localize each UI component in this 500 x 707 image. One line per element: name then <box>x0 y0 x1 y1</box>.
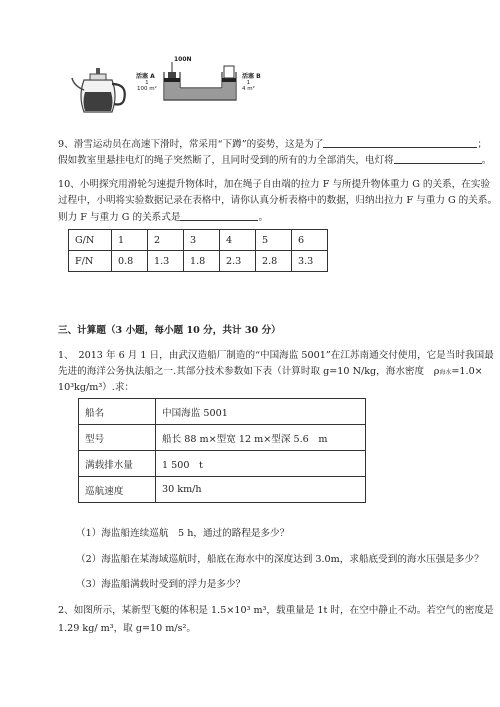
p1-line3: 10³kg/m³）.求： <box>58 382 135 393</box>
table-cell: 4 <box>220 230 256 251</box>
table-row <box>69 230 328 251</box>
p1-sub3: （3）海监船满载时受到的浮力是多少？ <box>76 579 246 590</box>
q9-text1: 9、滑雪运动员在高速下滑时，常采用“下蹲”的姿势，这是为了 <box>58 139 324 150</box>
teapot-image <box>70 62 130 118</box>
table-cell: 1 <box>112 230 148 251</box>
table-cell: 1 500 t <box>156 451 366 477</box>
table-cell: 2 <box>148 230 184 251</box>
q9-line2 <box>58 153 491 167</box>
table-cell: 3 <box>184 230 220 251</box>
area-b-label: 1 4 m² <box>242 80 255 92</box>
q9-line1-end: ； <box>477 139 487 150</box>
q9-line1 <box>58 137 487 151</box>
table-row <box>79 451 366 477</box>
table-cell: 船名 <box>79 399 156 425</box>
table-cell: 型号 <box>79 425 156 451</box>
table-cell: 2.8 <box>256 251 292 272</box>
p1-line2 <box>58 365 483 379</box>
q10-line3 <box>58 210 268 224</box>
p1-line2-end: =1.0× <box>451 366 483 377</box>
p2-line2: 1.29 kg/ m³，取 g=10 m/s²。 <box>58 623 196 634</box>
table-cell: F/N <box>69 251 112 272</box>
p1-table <box>78 398 366 503</box>
table-cell: 1.3 <box>148 251 184 272</box>
q9-text2: 假如教室里悬挂电灯的绳子突然断了，且同时受到的所有的力全部消失，电灯将 <box>58 155 394 166</box>
table-cell: 中国海监 5001 <box>156 399 366 425</box>
piston-b-label: 活塞 B <box>242 73 261 80</box>
p1-rho-subscript: 海水 <box>439 369 452 376</box>
area-a-label: 1 100 m² <box>137 80 157 92</box>
table-cell: 船长 88 m×型宽 12 m×型深 5.6 m <box>156 425 366 451</box>
figure <box>70 58 270 118</box>
p1-line1: 1、 2013 年 6 月 1 日，由武汉造船厂制造的“中国海监 5001”在江苏南通交付使用，它是当时我国最 <box>58 350 494 361</box>
piston-a-label: 活塞 A <box>136 73 155 80</box>
q10-table <box>68 229 328 272</box>
hydraulic-press-diagram <box>132 58 270 118</box>
q10-line1: 10、小明探究用滑轮匀速提升物体时，加在绳子自由端的拉力 F 与所提升物体重力 G 的关系，在实验 <box>58 179 491 190</box>
p1-text2: 先进的海洋公务执法船之一.其部分技术参数如下表（计算时取 g=10 N/kg，海水密度 ρ <box>58 366 440 377</box>
table-cell: 巡航速度 <box>79 477 156 503</box>
p1-sub2: （2）海监船在某海域巡航时，船底在海水中的深度达到 3.0m，求船底受到的海水压强是多少？ <box>76 554 484 565</box>
q9-blank1[interactable] <box>323 137 477 148</box>
q10-text3: 则力 F 与重力 G 的关系式是 <box>58 212 181 223</box>
table-cell: 2.3 <box>220 251 256 272</box>
table-row <box>79 477 366 503</box>
table-cell: 6 <box>292 230 328 251</box>
table-cell: 0.8 <box>112 251 148 272</box>
q9-blank2[interactable] <box>394 153 482 164</box>
p1-sub1: （1）海监船连续巡航 5 h，通过的路程是多少？ <box>76 528 290 539</box>
table-cell: 1.8 <box>184 251 220 272</box>
q9-line2-end: 。 <box>481 155 492 166</box>
table-cell: G/N <box>69 230 112 251</box>
q10-blank[interactable] <box>180 210 258 221</box>
table-cell: 满载排水量 <box>79 451 156 477</box>
table-cell: 5 <box>256 230 292 251</box>
table-row <box>79 399 366 425</box>
force-label: 100N <box>174 56 192 63</box>
section3-title: 三、计算题（3 小题，每小题 10 分，共计 30 分） <box>58 325 281 336</box>
p2-line1: 2、如图所示，某新型飞艇的体积是 1.5×10³ m³，载重量是 1t 时，在空中静止不动。若空气的密度是 <box>58 605 494 616</box>
q10-line3-end: 。 <box>258 212 269 223</box>
table-row <box>79 425 366 451</box>
table-cell: 30 km/h <box>156 477 366 503</box>
table-cell: 3.3 <box>292 251 328 272</box>
table-row <box>69 251 328 272</box>
q10-line2: 过程中，小明将实验数据记录在表格中，请你认真分析表格中的数据，归纳出拉力 F 与重力 G 的关系。 <box>58 195 498 206</box>
